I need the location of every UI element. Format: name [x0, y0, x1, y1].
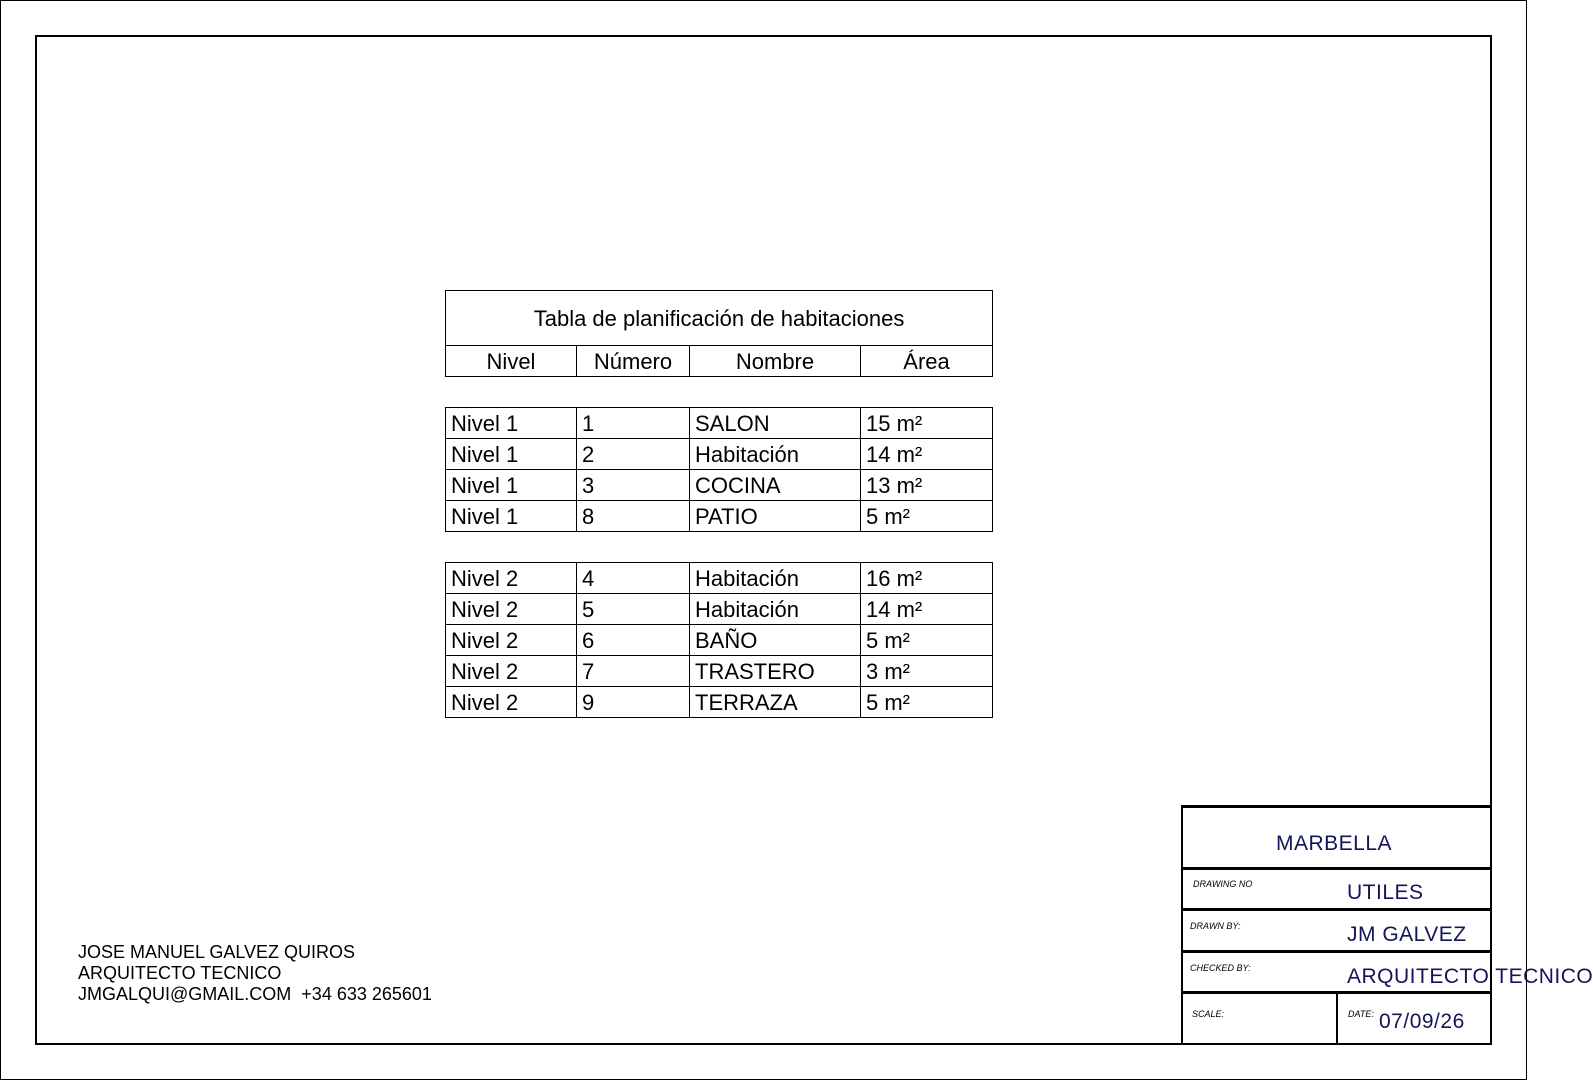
table-row [446, 656, 993, 687]
checked-by-label: CHECKED BY: [1190, 963, 1251, 973]
room-schedule [445, 290, 992, 718]
table-row [446, 408, 993, 439]
title-block-divider [1336, 991, 1338, 1045]
cell-numero: 2 [577, 439, 690, 470]
schedule-title-row [446, 291, 993, 346]
cell-nivel: Nivel 1 [446, 501, 577, 532]
column-header-numero: Número [577, 346, 690, 377]
cell-numero: 5 [577, 594, 690, 625]
date-value: 07/09/26 [1379, 1010, 1465, 1033]
cell-numero: 4 [577, 563, 690, 594]
cell-nivel: Nivel 2 [446, 563, 577, 594]
title-block [1181, 805, 1593, 1045]
cell-nivel: Nivel 1 [446, 408, 577, 439]
author-name: JOSE MANUEL GALVEZ QUIROS [78, 942, 356, 962]
title-block-divider [1181, 950, 1492, 953]
title-block-divider [1181, 908, 1492, 911]
cell-numero: 9 [577, 687, 690, 718]
cell-nombre: TRASTERO [690, 656, 861, 687]
cell-nombre: PATIO [690, 501, 861, 532]
cell-numero: 1 [577, 408, 690, 439]
cell-nombre: SALON [690, 408, 861, 439]
cell-nivel: Nivel 1 [446, 470, 577, 501]
schedule-title: Tabla de planificación de habitaciones [446, 291, 993, 346]
cell-nivel: Nivel 2 [446, 594, 577, 625]
cell-nombre: Habitación [690, 439, 861, 470]
cell-area: 16 m² [861, 563, 993, 594]
cell-area: 14 m² [861, 594, 993, 625]
project-name: MARBELLA [1276, 832, 1393, 855]
cell-numero: 6 [577, 625, 690, 656]
cell-area: 5 m² [861, 625, 993, 656]
author-contact: JMGALQUI@GMAIL.COM +34 633 265601 [78, 984, 432, 1004]
table-row [446, 594, 993, 625]
cell-area: 13 m² [861, 470, 993, 501]
table-row [446, 501, 993, 532]
drawn-by-label: DRAWN BY: [1190, 921, 1241, 931]
cell-nombre: BAÑO [690, 625, 861, 656]
table-row [446, 470, 993, 501]
cell-area: 15 m² [861, 408, 993, 439]
cell-area: 3 m² [861, 656, 993, 687]
checked-by-value: ARQUITECTO TECNICO [1347, 965, 1593, 988]
cell-nivel: Nivel 2 [446, 656, 577, 687]
cell-nombre: COCINA [690, 470, 861, 501]
cell-nivel: Nivel 2 [446, 687, 577, 718]
column-header-nombre: Nombre [690, 346, 861, 377]
cell-area: 5 m² [861, 687, 993, 718]
title-block-divider [1181, 867, 1492, 870]
column-header-area: Área [861, 346, 993, 377]
schedule-header-table [445, 290, 993, 377]
schedule-gap [445, 532, 992, 562]
author-role: ARQUITECTO TECNICO [78, 963, 282, 983]
cell-numero: 3 [577, 470, 690, 501]
drawing-no-label: DRAWING NO [1193, 879, 1253, 889]
cell-area: 5 m² [861, 501, 993, 532]
schedule-header-row [446, 346, 993, 377]
cell-nivel: Nivel 1 [446, 439, 577, 470]
column-header-nivel: Nivel [446, 346, 577, 377]
title-block-left-line [1181, 805, 1183, 1045]
cell-nombre: TERRAZA [690, 687, 861, 718]
table-row [446, 625, 993, 656]
cell-nombre: Habitación [690, 563, 861, 594]
cell-nivel: Nivel 2 [446, 625, 577, 656]
table-row [446, 687, 993, 718]
cell-numero: 8 [577, 501, 690, 532]
cell-numero: 7 [577, 656, 690, 687]
title-block-top-line [1181, 805, 1492, 808]
scale-label: SCALE: [1192, 1009, 1225, 1019]
schedule-gap [445, 377, 992, 407]
cell-area: 14 m² [861, 439, 993, 470]
drawn-by-value: JM GALVEZ [1347, 923, 1467, 946]
author-block [78, 942, 432, 1005]
date-label: DATE: [1348, 1009, 1374, 1019]
schedule-group-nivel-1 [445, 407, 993, 532]
schedule-group-nivel-2 [445, 562, 993, 718]
table-row [446, 439, 993, 470]
drawing-no-value: UTILES [1347, 881, 1424, 904]
table-row [446, 563, 993, 594]
cell-nombre: Habitación [690, 594, 861, 625]
